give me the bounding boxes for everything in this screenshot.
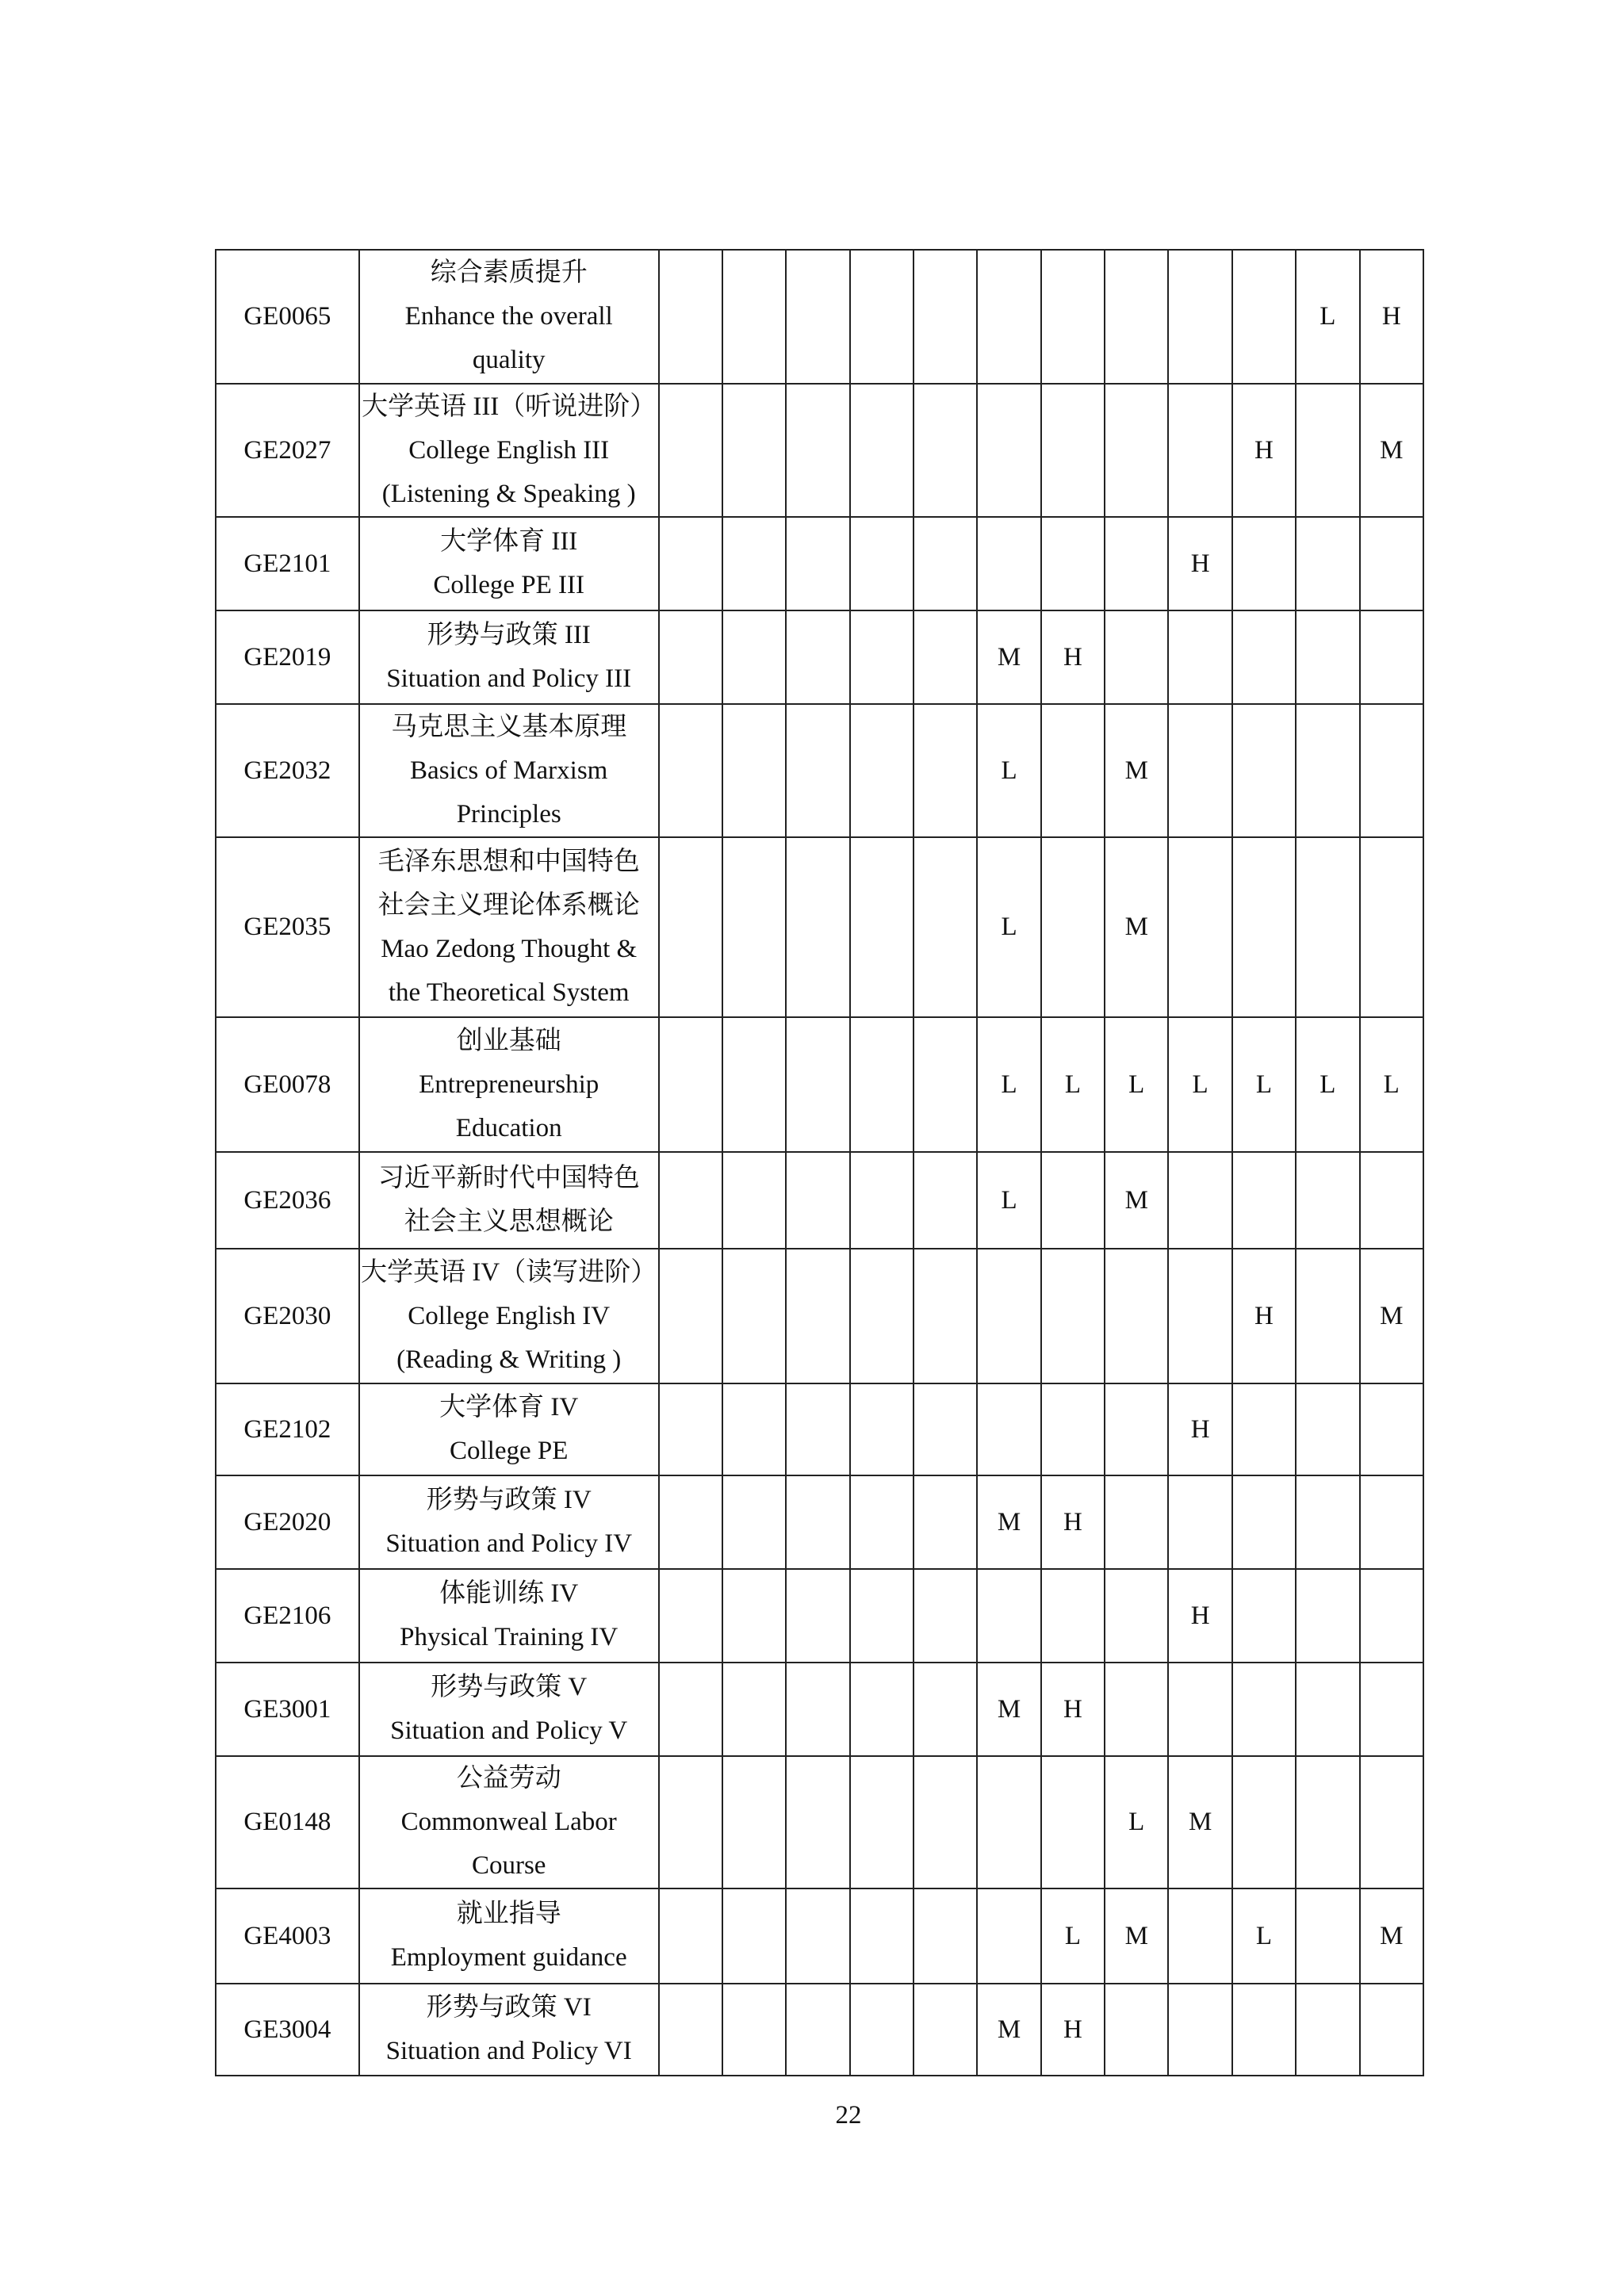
support-level-cell: M xyxy=(1105,1152,1168,1249)
support-level-cell xyxy=(722,1888,786,1984)
support-level-cell xyxy=(786,1663,849,1756)
support-level-cell xyxy=(1232,1663,1296,1756)
support-level-cell xyxy=(1296,1756,1359,1888)
support-level-cell xyxy=(786,1984,849,2076)
course-name-line: 习近平新时代中国特色 xyxy=(377,1164,640,1192)
support-level-cell: H xyxy=(1041,1663,1105,1756)
support-level-cell xyxy=(1296,1569,1359,1663)
support-level-cell xyxy=(1232,1569,1296,1663)
support-level-cell: L xyxy=(1168,1017,1231,1152)
support-level-cell xyxy=(659,1383,722,1475)
support-level-cell xyxy=(1232,1383,1296,1475)
course-code: GE2036 xyxy=(216,1152,359,1249)
support-level-cell xyxy=(722,1152,786,1249)
support-level-cell xyxy=(722,1663,786,1756)
page-number: 22 xyxy=(835,2101,862,2130)
support-level-cell: M xyxy=(1168,1756,1231,1888)
support-level-cell: M xyxy=(977,1663,1040,1756)
course-name-line: 大学英语 III（听说进阶） xyxy=(362,392,657,421)
support-level-cell xyxy=(1296,610,1359,704)
table-row xyxy=(216,1663,1423,1756)
support-level-cell xyxy=(1105,384,1168,517)
support-level-cell xyxy=(1105,250,1168,384)
course-name-line: Commonweal Labor xyxy=(400,1808,617,1836)
table-row xyxy=(216,517,1423,610)
table-row xyxy=(216,1383,1423,1475)
support-level-cell xyxy=(722,1984,786,2076)
support-level-cell xyxy=(914,1569,977,1663)
support-level-cell xyxy=(850,1383,914,1475)
table-row xyxy=(216,1756,1423,1888)
support-level-cell xyxy=(977,250,1040,384)
course-name-line: Situation and Policy III xyxy=(386,664,632,693)
support-level-cell xyxy=(1105,1663,1168,1756)
support-level-cell xyxy=(786,1475,849,1569)
support-level-cell xyxy=(1168,384,1231,517)
course-code: GE4003 xyxy=(216,1888,359,1984)
table-row xyxy=(216,704,1423,837)
support-level-cell: L xyxy=(1041,1888,1105,1984)
support-level-cell: L xyxy=(1360,1017,1423,1152)
support-level-cell: H xyxy=(1232,1249,1296,1383)
support-level-cell xyxy=(1232,1756,1296,1888)
support-level-cell xyxy=(914,1017,977,1152)
course-name-line: Principles xyxy=(456,799,561,828)
course-code: GE2106 xyxy=(216,1569,359,1663)
support-level-cell xyxy=(786,1383,849,1475)
course-code: GE0148 xyxy=(216,1756,359,1888)
support-level-cell: H xyxy=(1041,1984,1105,2076)
support-level-cell xyxy=(914,1756,977,1888)
support-level-cell xyxy=(659,1249,722,1383)
support-level-cell: L xyxy=(977,1017,1040,1152)
support-level-cell xyxy=(1296,1888,1359,1984)
support-level-cell xyxy=(1232,1152,1296,1249)
course-code: GE0078 xyxy=(216,1017,359,1152)
course-name xyxy=(359,704,659,837)
support-level-cell: H xyxy=(1168,1383,1231,1475)
support-level-cell: H xyxy=(1041,610,1105,704)
course-code: GE2032 xyxy=(216,704,359,837)
support-level-cell xyxy=(850,1663,914,1756)
support-level-cell: M xyxy=(1105,704,1168,837)
support-level-cell xyxy=(1105,1984,1168,2076)
support-level-cell xyxy=(1360,1756,1423,1888)
support-level-cell xyxy=(850,1888,914,1984)
support-level-cell xyxy=(977,384,1040,517)
table-row xyxy=(216,1475,1423,1569)
support-level-cell: M xyxy=(1360,384,1423,517)
support-level-cell xyxy=(850,1984,914,2076)
support-level-cell xyxy=(722,1756,786,1888)
course-name-line: 大学体育 III xyxy=(440,527,578,556)
support-level-cell xyxy=(850,1569,914,1663)
support-level-cell xyxy=(722,704,786,837)
support-level-cell xyxy=(1296,1475,1359,1569)
support-level-cell xyxy=(1296,1152,1359,1249)
course-code: GE0065 xyxy=(216,250,359,384)
support-level-cell xyxy=(1232,1475,1296,1569)
support-level-cell xyxy=(659,1152,722,1249)
support-level-cell xyxy=(1041,1152,1105,1249)
support-level-cell xyxy=(1041,1383,1105,1475)
support-level-cell xyxy=(1296,384,1359,517)
support-level-cell xyxy=(914,250,977,384)
course-name-line: 创业基础 xyxy=(456,1026,561,1055)
support-level-cell xyxy=(914,704,977,837)
support-level-cell xyxy=(1105,610,1168,704)
support-level-cell xyxy=(1360,837,1423,1017)
table-row xyxy=(216,250,1423,384)
course-name xyxy=(359,610,659,704)
support-level-cell xyxy=(1041,704,1105,837)
support-level-cell xyxy=(1296,837,1359,1017)
support-level-cell xyxy=(977,1756,1040,1888)
support-level-cell xyxy=(722,837,786,1017)
support-level-cell xyxy=(786,1249,849,1383)
course-code: GE2035 xyxy=(216,837,359,1017)
support-level-cell xyxy=(1041,517,1105,610)
course-code: GE3004 xyxy=(216,1984,359,2076)
support-level-cell xyxy=(977,1383,1040,1475)
course-name-line: 社会主义思想概论 xyxy=(404,1207,614,1236)
support-level-cell xyxy=(1041,250,1105,384)
support-level-cell xyxy=(1105,517,1168,610)
support-level-cell xyxy=(659,1569,722,1663)
support-level-cell xyxy=(1360,1569,1423,1663)
support-level-cell xyxy=(722,1569,786,1663)
support-level-cell xyxy=(1168,1152,1231,1249)
support-level-cell xyxy=(977,517,1040,610)
support-level-cell xyxy=(850,1152,914,1249)
support-level-cell xyxy=(1105,1383,1168,1475)
support-level-cell xyxy=(850,610,914,704)
support-level-cell xyxy=(786,837,849,1017)
course-name xyxy=(359,1475,659,1569)
support-level-cell: M xyxy=(1360,1249,1423,1383)
support-level-cell xyxy=(659,610,722,704)
support-level-cell: M xyxy=(1105,1888,1168,1984)
course-name-line: (Reading & Writing ) xyxy=(396,1345,622,1374)
support-level-cell xyxy=(850,1249,914,1383)
course-name-line: 社会主义理论体系概论 xyxy=(377,890,640,920)
table-row xyxy=(216,384,1423,517)
course-code: GE2019 xyxy=(216,610,359,704)
support-level-cell: L xyxy=(1105,1756,1168,1888)
course-name-line: 形势与政策 V xyxy=(431,1673,588,1701)
table-row xyxy=(216,1569,1423,1663)
support-level-cell: L xyxy=(1296,250,1359,384)
support-level-cell xyxy=(850,837,914,1017)
support-level-cell xyxy=(786,517,849,610)
support-level-cell xyxy=(659,250,722,384)
support-level-cell: L xyxy=(977,704,1040,837)
support-level-cell xyxy=(1041,837,1105,1017)
support-level-cell xyxy=(1168,704,1231,837)
course-name-line: Enhance the overall xyxy=(404,302,613,331)
support-level-cell xyxy=(722,250,786,384)
support-level-cell xyxy=(914,1383,977,1475)
course-name-line: Education xyxy=(455,1113,562,1142)
course-name-line: 毛泽东思想和中国特色 xyxy=(377,847,640,876)
support-level-cell xyxy=(1296,1984,1359,2076)
support-level-cell xyxy=(1168,837,1231,1017)
course-name xyxy=(359,1569,659,1663)
support-level-cell xyxy=(850,704,914,837)
support-level-cell xyxy=(914,1984,977,2076)
support-level-cell xyxy=(914,1888,977,1984)
support-level-cell xyxy=(1168,1984,1231,2076)
support-level-cell xyxy=(850,1475,914,1569)
course-name-line: 大学英语 IV（读写进阶） xyxy=(361,1257,657,1287)
support-level-cell xyxy=(914,1663,977,1756)
course-code: GE3001 xyxy=(216,1663,359,1756)
support-level-cell: M xyxy=(1105,837,1168,1017)
support-level-cell xyxy=(659,384,722,517)
support-level-cell xyxy=(659,1663,722,1756)
support-level-cell xyxy=(722,384,786,517)
support-level-cell xyxy=(1296,517,1359,610)
support-level-cell xyxy=(659,517,722,610)
course-name xyxy=(359,250,659,384)
support-level-cell: M xyxy=(977,1475,1040,1569)
course-code: GE2101 xyxy=(216,517,359,610)
support-level-cell xyxy=(1168,610,1231,704)
support-level-cell xyxy=(1232,1984,1296,2076)
support-level-cell xyxy=(722,1383,786,1475)
support-level-cell xyxy=(914,1475,977,1569)
support-level-cell xyxy=(722,1475,786,1569)
support-level-cell xyxy=(1168,250,1231,384)
support-level-cell xyxy=(1168,1249,1231,1383)
support-level-cell xyxy=(850,250,914,384)
table-row xyxy=(216,1249,1423,1383)
course-name-line: Situation and Policy IV xyxy=(385,1529,633,1558)
support-level-cell xyxy=(786,704,849,837)
course-name-line: 形势与政策 IV xyxy=(426,1486,592,1514)
support-level-cell xyxy=(1041,1756,1105,1888)
support-level-cell xyxy=(1360,1475,1423,1569)
support-level-cell xyxy=(1296,1663,1359,1756)
course-code: GE2102 xyxy=(216,1383,359,1475)
table-row xyxy=(216,1017,1423,1152)
course-matrix-table xyxy=(215,249,1424,2076)
support-level-cell xyxy=(659,1984,722,2076)
support-level-cell: H xyxy=(1168,517,1231,610)
support-level-cell xyxy=(1360,704,1423,837)
course-name-line: 马克思主义基本原理 xyxy=(391,712,627,741)
table-row xyxy=(216,1152,1423,1249)
support-level-cell xyxy=(786,1152,849,1249)
support-level-cell xyxy=(850,517,914,610)
support-level-cell: L xyxy=(1296,1017,1359,1152)
course-name-line: 形势与政策 III xyxy=(427,621,591,649)
support-level-cell xyxy=(1168,1663,1231,1756)
support-level-cell xyxy=(786,1017,849,1152)
course-name-line: Basics of Marxism xyxy=(410,756,608,785)
support-level-cell: L xyxy=(1105,1017,1168,1152)
course-name-line: 大学体育 IV xyxy=(439,1393,579,1422)
support-level-cell xyxy=(1232,837,1296,1017)
course-name-line: College English III xyxy=(408,435,610,465)
course-name xyxy=(359,1984,659,2076)
support-level-cell xyxy=(722,1017,786,1152)
support-level-cell xyxy=(1360,610,1423,704)
course-name xyxy=(359,517,659,610)
course-name-line: College English IV xyxy=(408,1301,611,1330)
support-level-cell xyxy=(850,384,914,517)
course-name-line: the Theoretical System xyxy=(388,978,630,1007)
support-level-cell xyxy=(786,1756,849,1888)
support-level-cell xyxy=(1105,1249,1168,1383)
support-level-cell: L xyxy=(1232,1888,1296,1984)
course-name-line: 体能训练 IV xyxy=(439,1579,579,1608)
course-name-line: Mao Zedong Thought & xyxy=(381,934,638,963)
support-level-cell xyxy=(914,517,977,610)
support-level-cell xyxy=(850,1756,914,1888)
support-level-cell: H xyxy=(1041,1475,1105,1569)
course-code: GE2020 xyxy=(216,1475,359,1569)
support-level-cell xyxy=(1360,1383,1423,1475)
course-name-line: Course xyxy=(471,1851,546,1880)
course-name-line: Employment guidance xyxy=(390,1943,627,1972)
support-level-cell xyxy=(850,1017,914,1152)
support-level-cell xyxy=(914,837,977,1017)
course-name-line: Physical Training IV xyxy=(400,1623,619,1651)
course-name xyxy=(359,1152,659,1249)
support-level-cell xyxy=(1296,1383,1359,1475)
support-level-cell xyxy=(786,1888,849,1984)
course-name xyxy=(359,1383,659,1475)
support-level-cell xyxy=(1041,1569,1105,1663)
support-level-cell xyxy=(1232,610,1296,704)
support-level-cell: M xyxy=(977,1984,1040,2076)
support-level-cell xyxy=(914,1249,977,1383)
support-level-cell xyxy=(786,384,849,517)
course-name xyxy=(359,384,659,517)
support-level-cell xyxy=(659,1475,722,1569)
table-row xyxy=(216,1984,1423,2076)
support-level-cell: L xyxy=(1232,1017,1296,1152)
course-name-line: 综合素质提升 xyxy=(430,258,588,287)
support-level-cell: M xyxy=(1360,1888,1423,1984)
support-level-cell xyxy=(1168,1475,1231,1569)
support-level-cell: H xyxy=(1168,1569,1231,1663)
support-level-cell xyxy=(722,517,786,610)
course-name-line: Situation and Policy VI xyxy=(385,2037,632,2065)
support-level-cell xyxy=(914,384,977,517)
support-level-cell: H xyxy=(1232,384,1296,517)
support-level-cell xyxy=(1360,1663,1423,1756)
course-code: GE2030 xyxy=(216,1249,359,1383)
support-level-cell xyxy=(977,1249,1040,1383)
support-level-cell xyxy=(1360,1984,1423,2076)
table-row xyxy=(216,837,1423,1017)
table-row xyxy=(216,610,1423,704)
support-level-cell xyxy=(659,704,722,837)
support-level-cell xyxy=(1105,1569,1168,1663)
support-level-cell: L xyxy=(977,1152,1040,1249)
course-name xyxy=(359,1017,659,1152)
support-level-cell xyxy=(659,1017,722,1152)
support-level-cell xyxy=(1232,250,1296,384)
course-name-line: 公益劳动 xyxy=(456,1764,561,1793)
table-row xyxy=(216,1888,1423,1984)
course-code: GE2027 xyxy=(216,384,359,517)
course-name-line: 就业指导 xyxy=(456,1900,561,1928)
support-level-cell xyxy=(1041,384,1105,517)
course-name-line: College PE xyxy=(449,1437,569,1465)
support-level-cell xyxy=(659,1756,722,1888)
support-level-cell xyxy=(786,610,849,704)
course-name xyxy=(359,1756,659,1888)
course-name xyxy=(359,1663,659,1756)
course-matrix-body xyxy=(216,250,1423,2076)
support-level-cell xyxy=(977,1888,1040,1984)
support-level-cell xyxy=(1232,704,1296,837)
course-name-line: quality xyxy=(472,346,546,374)
support-level-cell xyxy=(1360,1152,1423,1249)
support-level-cell xyxy=(1041,1249,1105,1383)
support-level-cell: L xyxy=(977,837,1040,1017)
support-level-cell xyxy=(1232,517,1296,610)
support-level-cell xyxy=(1296,704,1359,837)
support-level-cell: H xyxy=(1360,250,1423,384)
course-name-line: 形势与政策 VI xyxy=(426,1993,592,2022)
course-name xyxy=(359,1249,659,1383)
support-level-cell xyxy=(1296,1249,1359,1383)
support-level-cell xyxy=(786,1569,849,1663)
support-level-cell: M xyxy=(977,610,1040,704)
support-level-cell xyxy=(722,610,786,704)
course-name xyxy=(359,837,659,1017)
support-level-cell xyxy=(786,250,849,384)
support-level-cell xyxy=(722,1249,786,1383)
support-level-cell: L xyxy=(1041,1017,1105,1152)
course-name-line: Situation and Policy V xyxy=(390,1716,628,1745)
support-level-cell xyxy=(977,1569,1040,1663)
support-level-cell xyxy=(659,837,722,1017)
course-name xyxy=(359,1888,659,1984)
course-name-line: (Listening & Speaking ) xyxy=(381,479,636,508)
support-level-cell xyxy=(914,610,977,704)
course-name-line: Entrepreneurship xyxy=(419,1070,599,1099)
support-level-cell xyxy=(914,1152,977,1249)
course-name-line: College PE III xyxy=(433,571,584,599)
support-level-cell xyxy=(1168,1888,1231,1984)
support-level-cell xyxy=(659,1888,722,1984)
support-level-cell xyxy=(1105,1475,1168,1569)
support-level-cell xyxy=(1360,517,1423,610)
